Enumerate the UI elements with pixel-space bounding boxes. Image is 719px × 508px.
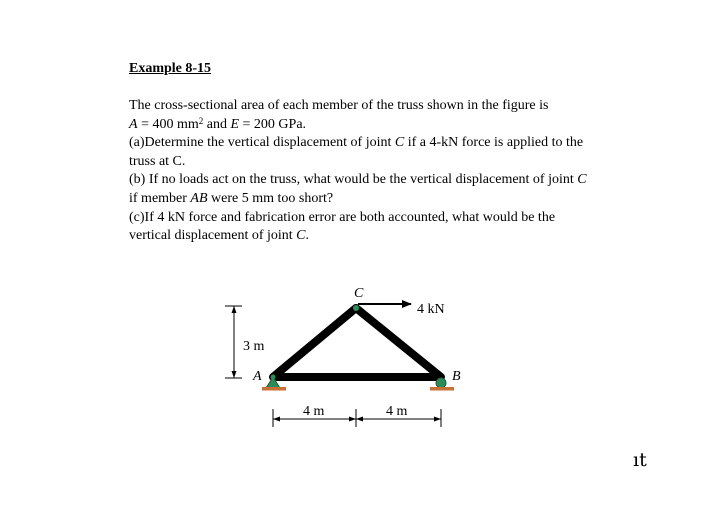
joint-a-pin xyxy=(271,375,276,380)
problem-intro: The cross-sectional area of each member of the truss shown in the figure is xyxy=(129,98,549,113)
part-c-joint: C xyxy=(296,228,306,244)
height-dimension xyxy=(225,306,265,378)
area-symbol: A xyxy=(129,116,138,132)
part-b-member: AB xyxy=(190,190,208,206)
area-value: = 400 mm xyxy=(137,116,199,132)
part-b-prefix: (b) If no loads act on the truss, what would be the vertical displacement of joint xyxy=(129,172,578,188)
part-b-line2-suffix: were 5 mm too short? xyxy=(207,190,334,206)
joint-a-label: A xyxy=(253,369,262,384)
support-base-a xyxy=(262,387,286,391)
part-a-line2: truss at C. xyxy=(129,153,186,169)
member-ac xyxy=(273,308,356,377)
joint-c-label: C xyxy=(354,286,364,301)
span-dimension xyxy=(273,404,441,427)
part-a-suffix: if a 4-kN force is applied to the xyxy=(404,135,584,151)
joint-c-pin xyxy=(353,305,359,311)
part-b-line2-prefix: if member xyxy=(129,190,191,206)
and-text: and xyxy=(203,116,231,132)
roller-circle xyxy=(436,378,446,388)
area-exponent: 2 xyxy=(198,115,204,126)
part-a-prefix: (a)Determine the vertical displacement of joint xyxy=(129,135,395,151)
page-number: ıt xyxy=(633,449,647,471)
example-title: Example 8-15 xyxy=(129,61,212,76)
span-right-label: 4 m xyxy=(386,404,408,419)
member-cb xyxy=(356,308,441,377)
load-label: 4 kN xyxy=(417,302,445,317)
support-base-b xyxy=(430,387,454,391)
part-c-line1: (c)If 4 kN force and fabrication error are both accounted, what would be the xyxy=(129,209,556,225)
joint-b-label: B xyxy=(452,369,461,384)
modulus-value: = 200 GPa. xyxy=(239,116,307,132)
height-label: 3 m xyxy=(243,339,265,354)
part-a-joint: C xyxy=(394,135,405,151)
part-b-joint: C xyxy=(577,172,587,188)
modulus-symbol: E xyxy=(230,116,240,132)
part-c-line2-suffix: . xyxy=(305,228,310,244)
part-c-line2-prefix: vertical displacement of joint xyxy=(129,228,297,244)
span-left-label: 4 m xyxy=(303,404,325,419)
